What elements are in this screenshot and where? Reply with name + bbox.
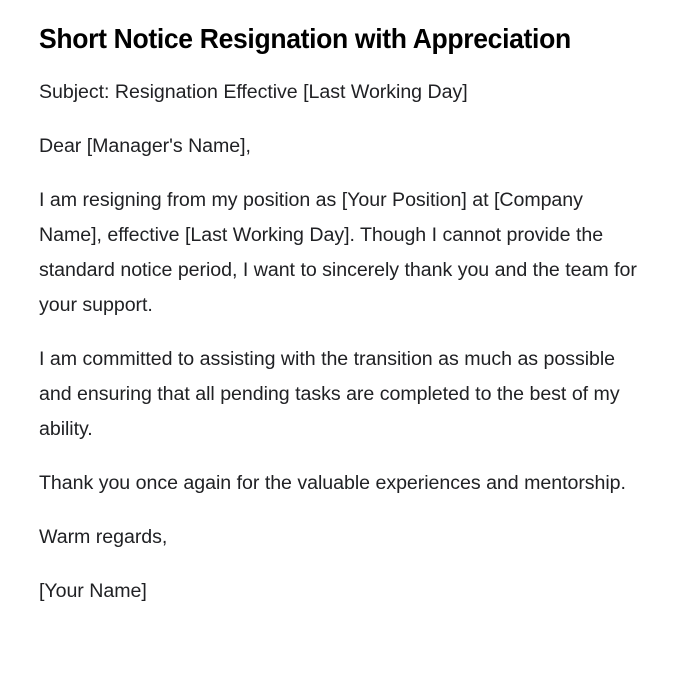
body-paragraph-3: Thank you once again for the valuable experiences and mentorship. [39, 472, 626, 494]
spacer [39, 501, 640, 520]
signature-line: [Your Name] [39, 580, 147, 602]
closing-line: Warm regards, [39, 526, 168, 548]
spacer [39, 555, 640, 574]
body-paragraph-2: I am committed to assisting with the transition as much as possible and ensuring that all pending tasks are completed to the best of my ability. [39, 348, 620, 440]
spacer [39, 323, 640, 342]
page-title: Short Notice Resignation with Appreciation [39, 23, 571, 54]
spacer [39, 110, 640, 129]
salutation-line: Dear [Manager's Name], [39, 135, 251, 157]
spacer [39, 447, 640, 466]
subject-line: Subject: Resignation Effective [Last Working Day] [39, 81, 468, 103]
body-paragraph-1: I am resigning from my position as [Your Position] at [Company Name], effective [Last Working Day]. Though I cannot provide the standard notice period, I want to sincerely thank you and the team for your support. [39, 189, 637, 316]
spacer [39, 56, 640, 75]
spacer [39, 164, 640, 183]
document-body [39, 22, 640, 609]
